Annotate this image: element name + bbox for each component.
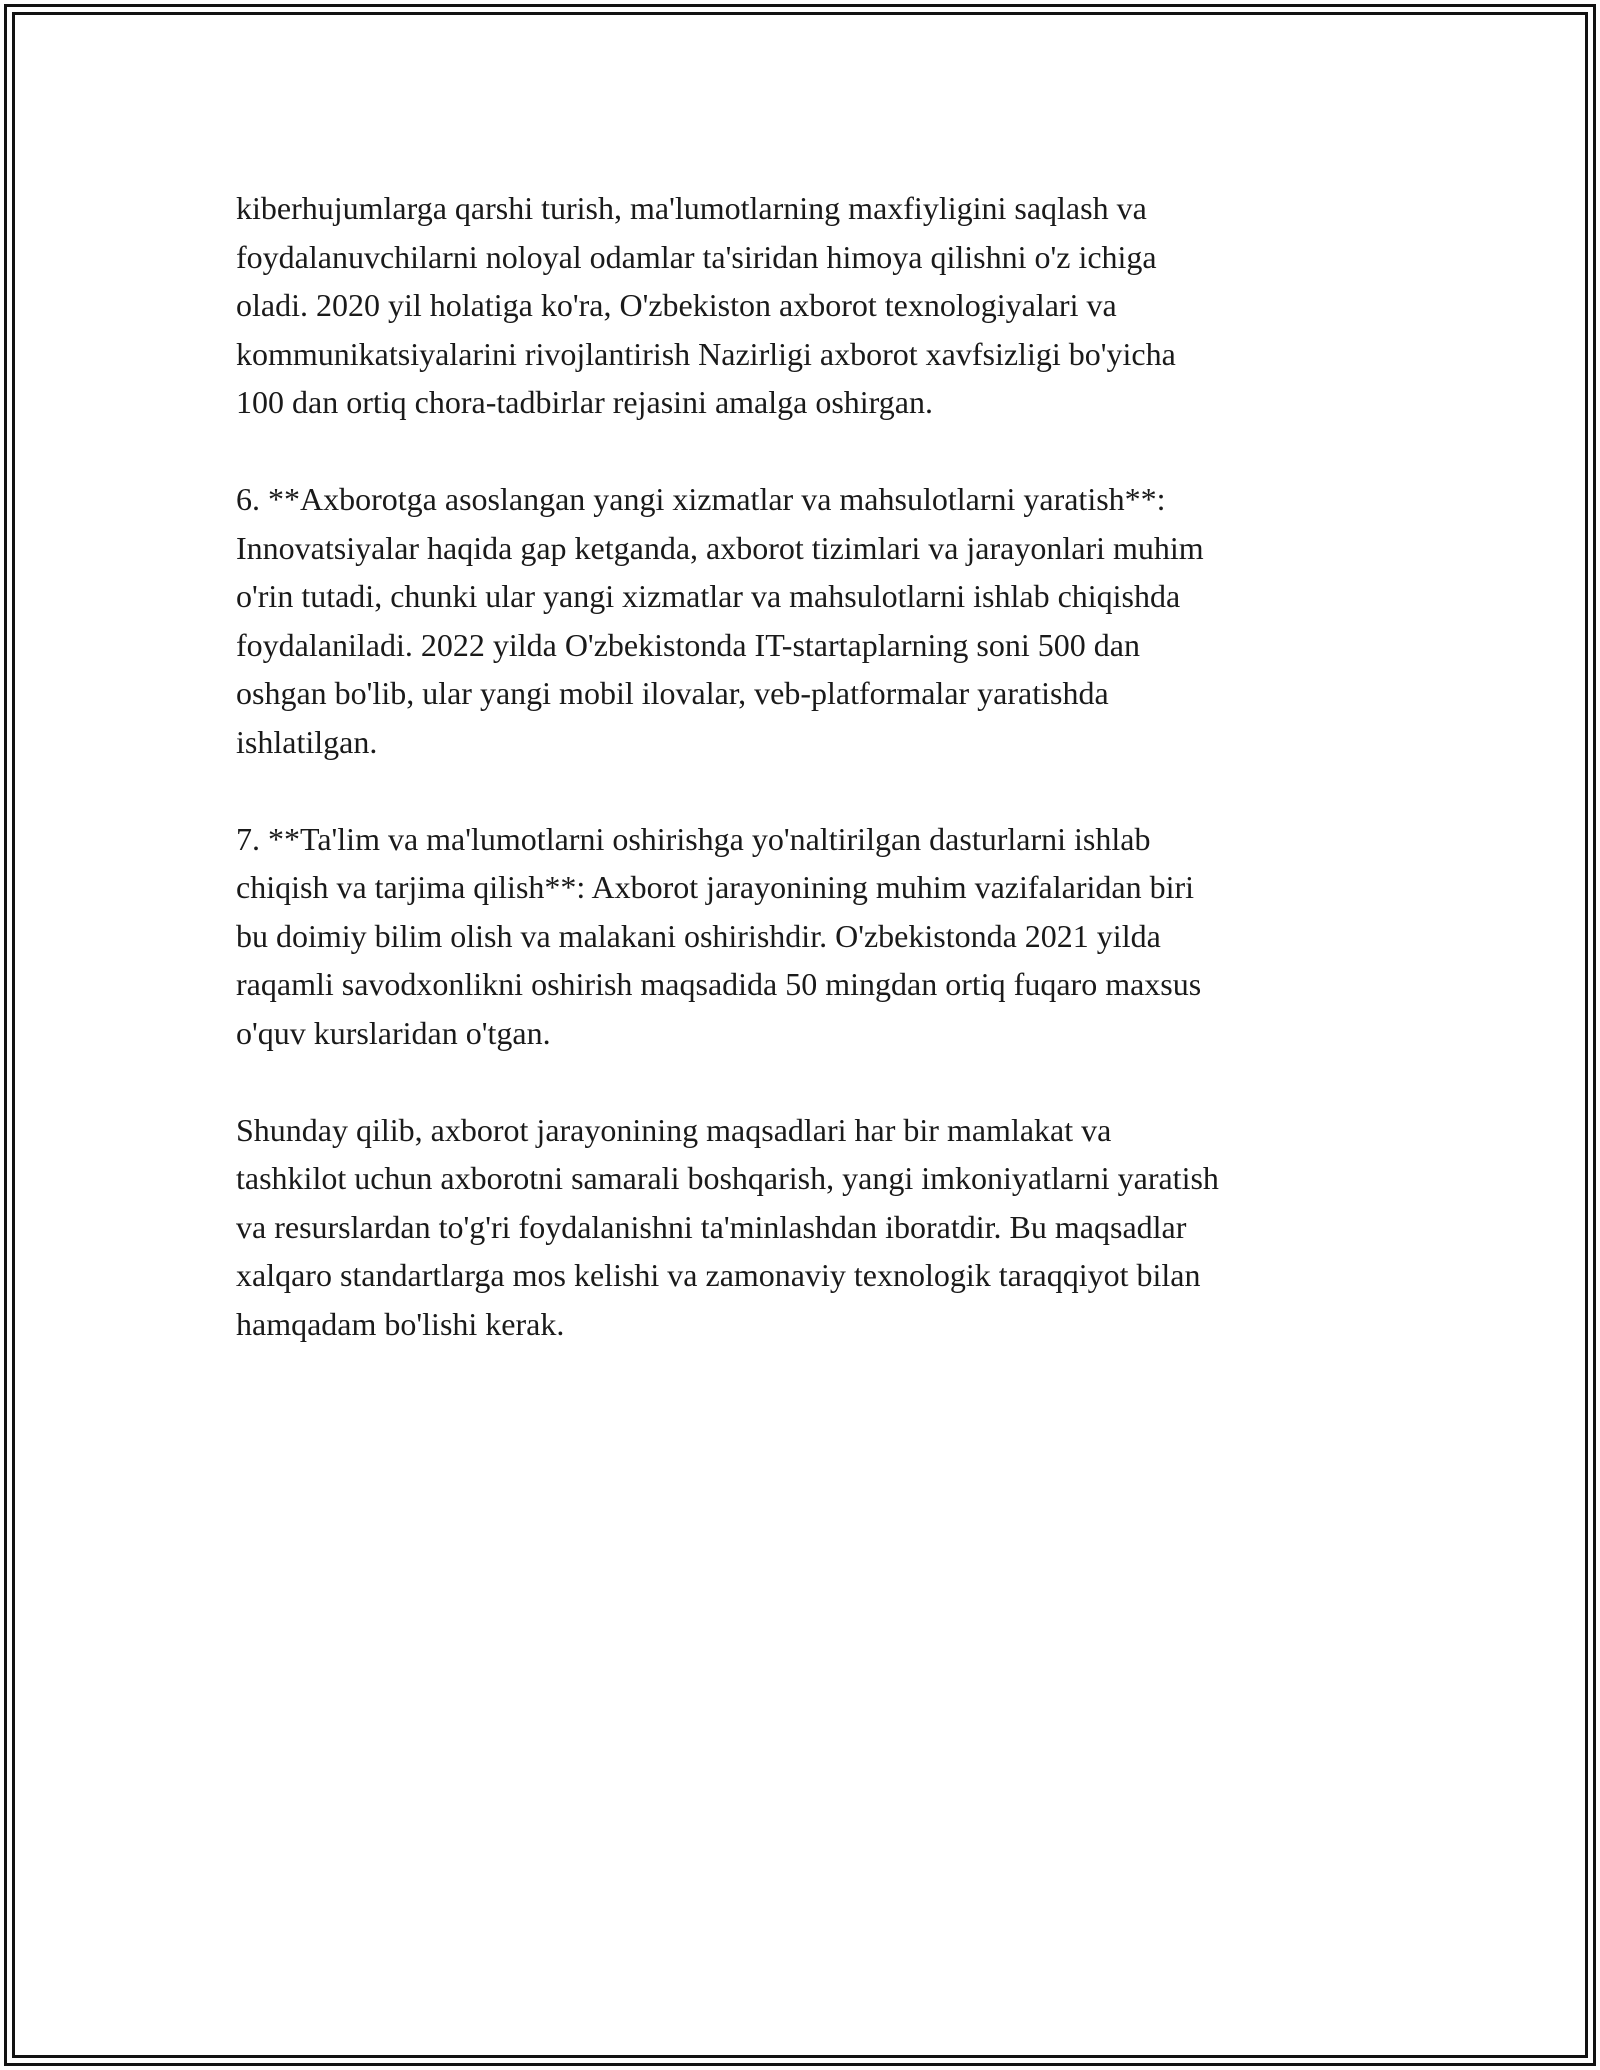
text-line: ishlatilgan. — [236, 723, 378, 760]
text-line: o'rin tutadi, chunki ular yangi xizmatlar va mahsulotlarni ishlab chiqishda — [236, 578, 1181, 614]
paragraph-item-7 — [236, 815, 1386, 1058]
text-line: oshgan bo'lib, ular yangi mobil ilovalar, veb-platformalar yaratishda — [236, 675, 1109, 711]
text-line: hamqadam bo'lishi kerak. — [236, 1305, 565, 1342]
text-line: tashkilot uchun axborotni samarali boshqarish, yangi imkoniyatlarni yaratish — [236, 1160, 1219, 1196]
text-line: foydalanuvchilarni noloyal odamlar ta'siridan himoya qilishni o'z ichiga — [236, 238, 1157, 275]
text-line: xalqaro standartlarga mos kelishi va zamonaviy texnologik taraqqiyot bilan — [236, 1257, 1201, 1293]
text-line: 6. **Axborotga asoslangan yangi xizmatlar va mahsulotlarni yaratish**: — [236, 481, 1166, 517]
text-line: 100 dan ortiq chora-tadbirlar rejasini amalga oshirgan. — [236, 384, 933, 420]
text-line: chiqish va tarjima qilish**: Axborot jarayonining muhim vazifalaridan biri — [236, 869, 1195, 905]
document-body — [236, 184, 1386, 1397]
paragraph-conclusion — [236, 1106, 1386, 1349]
paragraph-security — [236, 184, 1386, 427]
text-line: va resurslardan to'g'ri foydalanishni ta'minlashdan iboratdir. Bu maqsadlar — [236, 1208, 1187, 1245]
text-line: foydalaniladi. 2022 yilda O'zbekistonda IT-startaplarning soni 500 dan — [236, 626, 1140, 663]
text-line: bu doimiy bilim olish va malakani oshirishdir. O'zbekistonda 2021 yilda — [236, 917, 1161, 954]
text-line: Innovatsiyalar haqida gap ketganda, axborot tizimlari va jarayonlari muhim — [236, 529, 1204, 566]
text-line: kommunikatsiyalarini rivojlantirish Nazirligi axborot xavfsizligi bo'yicha — [236, 335, 1176, 372]
paragraph-item-6 — [236, 475, 1386, 766]
text-line: 7. **Ta'lim va ma'lumotlarni oshirishga yo'naltirilgan dasturlarni ishlab — [236, 820, 1151, 857]
text-line: kiberhujumlarga qarshi turish, ma'lumotlarning maxfiyligini saqlash va — [236, 190, 1147, 226]
text-line: oladi. 2020 yil holatiga ko'ra, O'zbekiston axborot texnologiyalari va — [236, 287, 1117, 323]
text-line: Shunday qilib, axborot jarayonining maqsadlari har bir mamlakat va — [236, 1111, 1112, 1148]
text-line: o'quv kurslaridan o'tgan. — [236, 1014, 551, 1051]
text-line: raqamli savodxonlikni oshirish maqsadida 50 mingdan ortiq fuqaro maxsus — [236, 966, 1202, 1002]
